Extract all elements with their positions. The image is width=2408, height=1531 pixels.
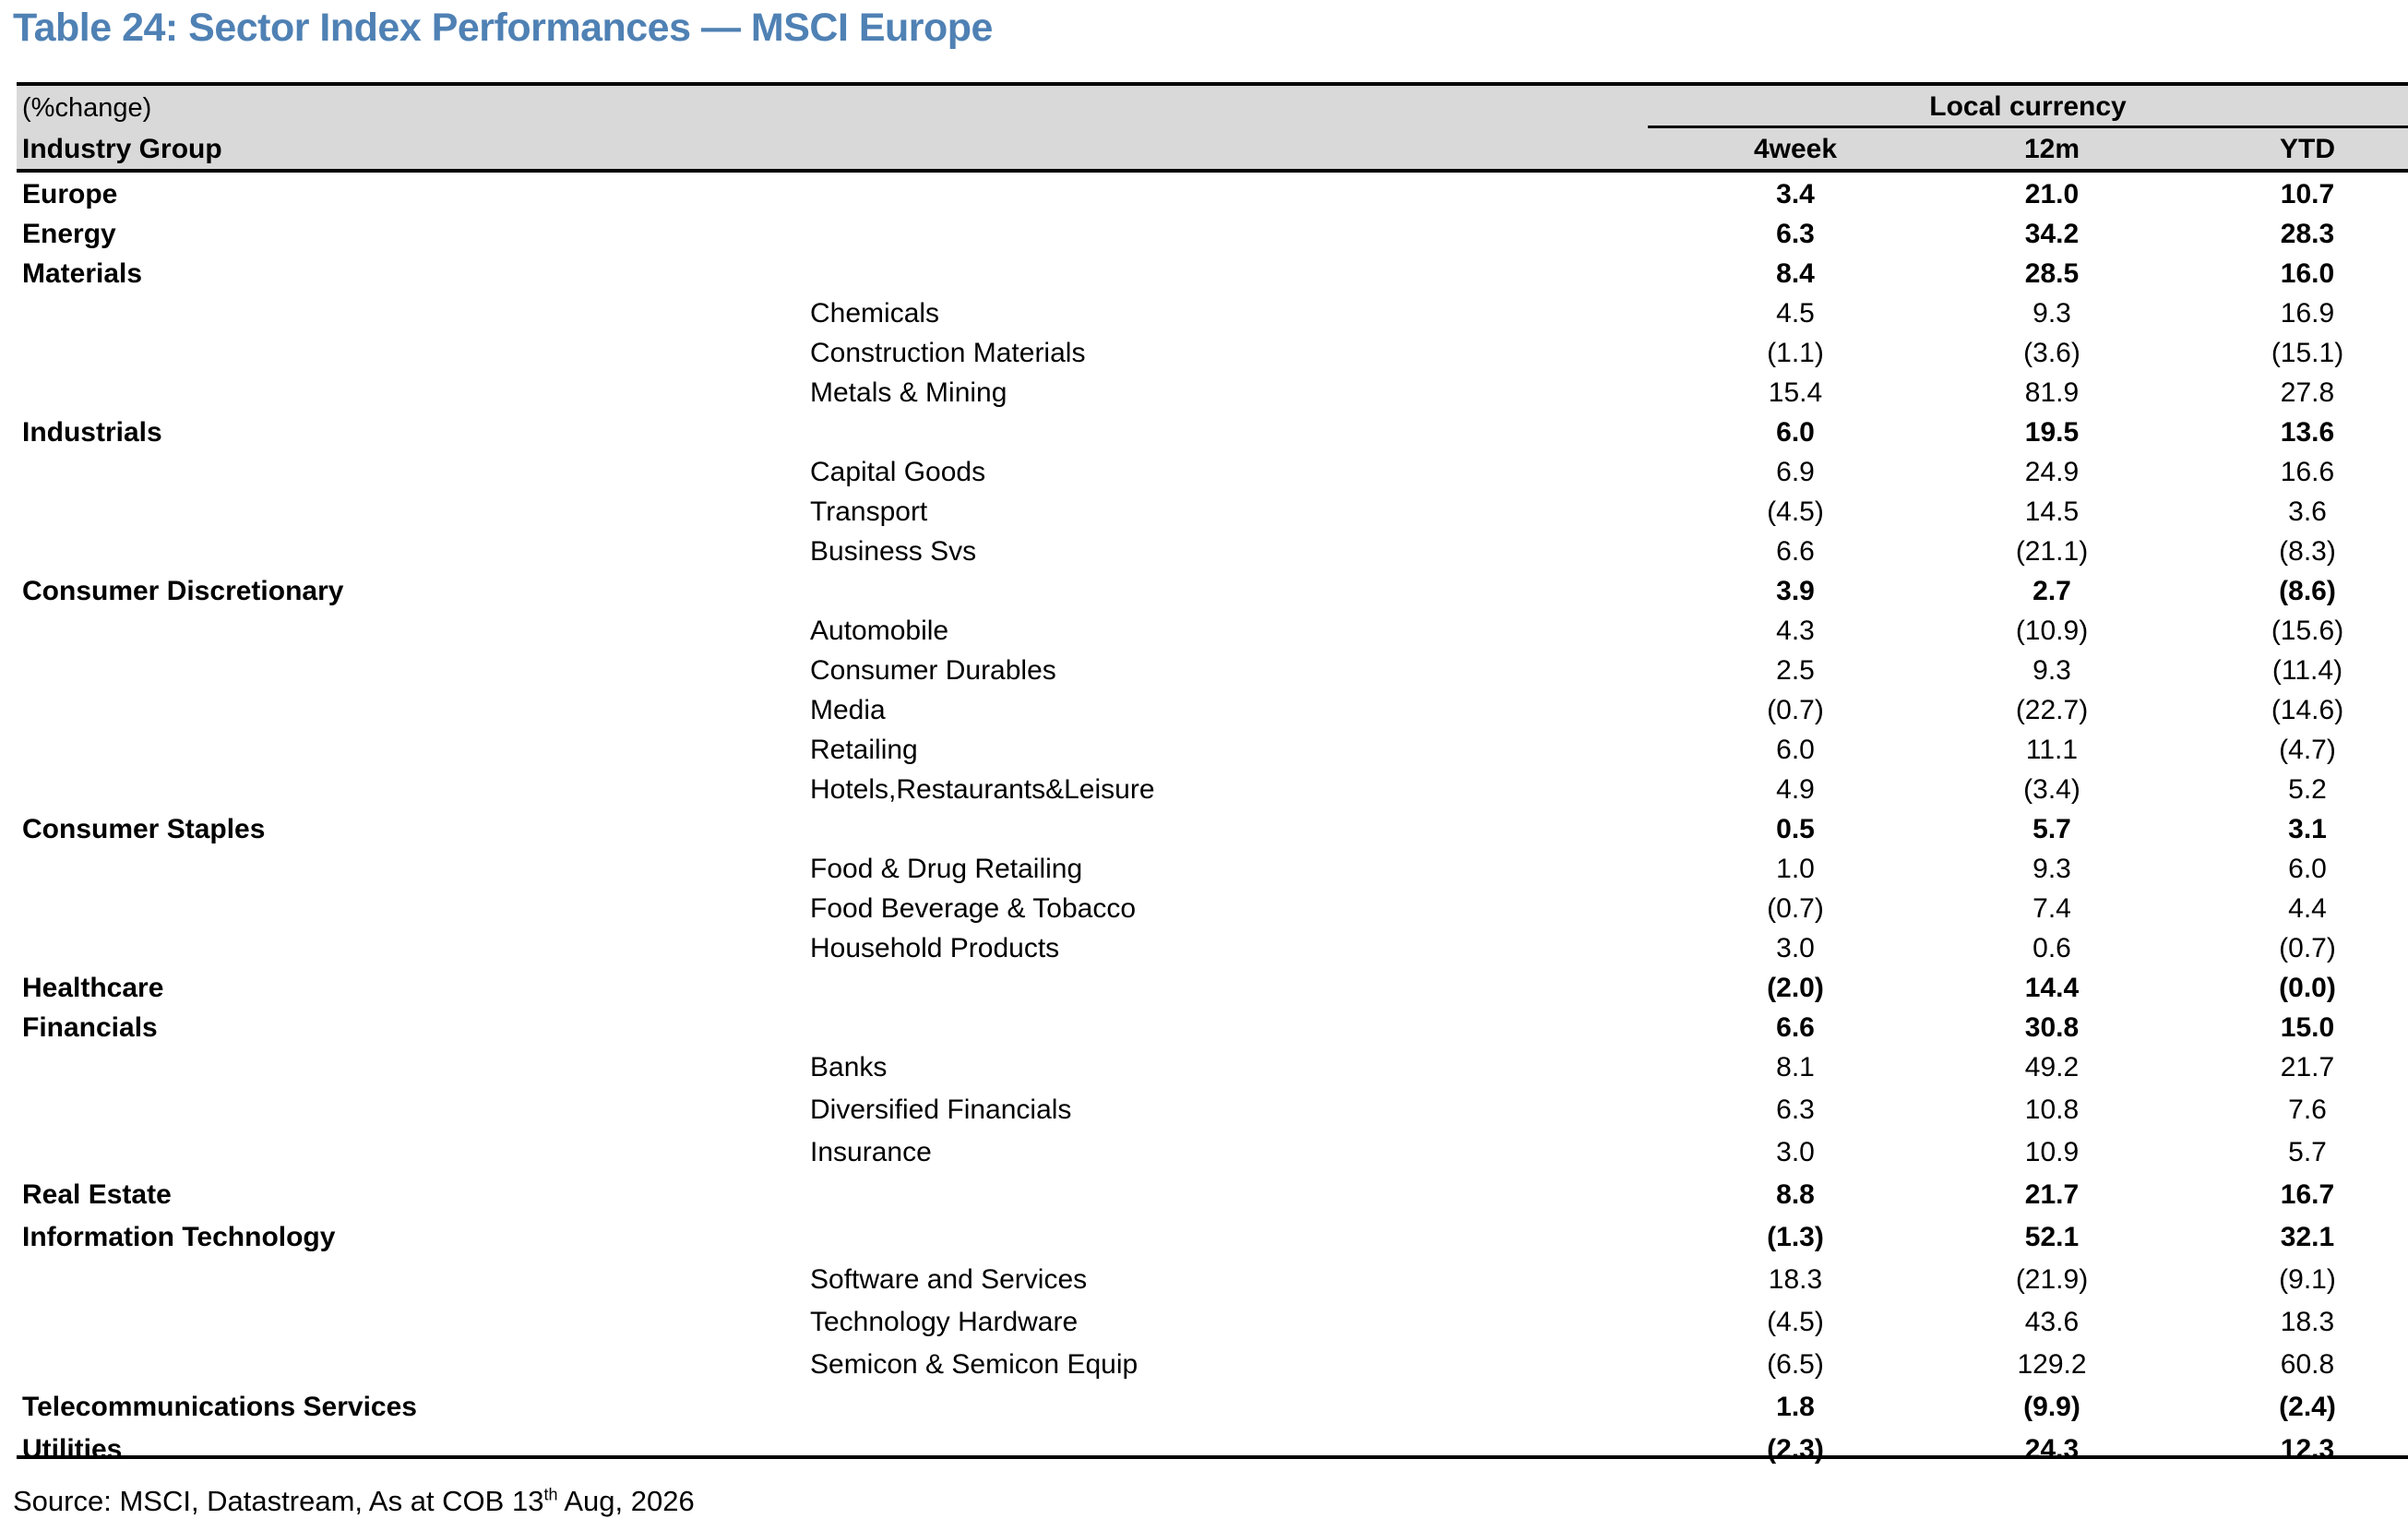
cell-12m: (3.4) bbox=[2023, 774, 2080, 805]
cell-4week: 6.3 bbox=[1776, 1094, 1815, 1125]
cell-ytd: 5.2 bbox=[2288, 774, 2327, 805]
row-label: Metals & Mining bbox=[810, 377, 1007, 408]
source-text: Source: MSCI, Datastream, As at COB 13 bbox=[13, 1485, 544, 1517]
row-label: Energy bbox=[22, 219, 116, 249]
table-row-group bbox=[17, 573, 2408, 610]
column-header-4week: 4week bbox=[1753, 134, 1838, 164]
unit-label: (%change) bbox=[22, 93, 152, 123]
table-row-subgroup bbox=[17, 692, 2408, 729]
cell-12m: 2.7 bbox=[2032, 576, 2071, 606]
cell-ytd: 28.3 bbox=[2280, 219, 2335, 249]
row-label: Household Products bbox=[810, 933, 1060, 963]
row-label: Consumer Durables bbox=[810, 655, 1056, 686]
cell-ytd: (14.6) bbox=[2271, 695, 2344, 725]
cell-ytd: 7.6 bbox=[2288, 1094, 2327, 1125]
row-label: Construction Materials bbox=[810, 338, 1086, 368]
cell-12m: (9.9) bbox=[2023, 1392, 2080, 1422]
table-row-group bbox=[17, 1389, 2408, 1426]
cell-4week: (0.7) bbox=[1767, 695, 1824, 725]
row-label: Consumer Staples bbox=[22, 814, 266, 844]
cell-4week: (1.1) bbox=[1767, 338, 1824, 368]
row-label: Technology Hardware bbox=[810, 1307, 1079, 1337]
table-row-group bbox=[17, 1010, 2408, 1047]
table-row-subgroup bbox=[17, 771, 2408, 808]
cell-ytd: 4.4 bbox=[2288, 893, 2327, 924]
table-row-subgroup bbox=[17, 533, 2408, 570]
source-note bbox=[13, 1485, 695, 1518]
cell-ytd: 3.6 bbox=[2288, 496, 2327, 527]
row-label: Real Estate bbox=[22, 1179, 172, 1210]
table-row-group bbox=[17, 256, 2408, 293]
row-label: Chemicals bbox=[810, 298, 940, 329]
cell-12m: 21.7 bbox=[2024, 1179, 2080, 1210]
cell-12m: 9.3 bbox=[2032, 655, 2071, 686]
cell-12m: 10.9 bbox=[2024, 1137, 2080, 1167]
cell-4week: 6.3 bbox=[1776, 219, 1815, 249]
cell-4week: 6.9 bbox=[1776, 457, 1815, 487]
row-label: Materials bbox=[22, 258, 143, 289]
cell-4week: 8.4 bbox=[1776, 258, 1815, 289]
industry-group-header: Industry Group bbox=[22, 134, 222, 164]
cell-12m: 0.6 bbox=[2032, 933, 2071, 963]
cell-4week: 6.6 bbox=[1776, 536, 1815, 567]
cell-ytd: 16.0 bbox=[2280, 258, 2335, 289]
sector-performance-table bbox=[17, 82, 2408, 1465]
cell-12m: 21.0 bbox=[2024, 179, 2080, 209]
cell-ytd: (9.1) bbox=[2279, 1264, 2336, 1295]
cell-12m: 24.3 bbox=[2024, 1434, 2080, 1465]
cell-4week: 6.6 bbox=[1776, 1012, 1815, 1043]
cell-ytd: 13.6 bbox=[2280, 417, 2335, 448]
row-label: Media bbox=[810, 695, 886, 725]
row-label: Financials bbox=[22, 1012, 158, 1043]
cell-4week: 6.0 bbox=[1776, 735, 1815, 765]
table-row-group bbox=[17, 811, 2408, 848]
row-label: Capital Goods bbox=[810, 457, 986, 487]
cell-12m: 52.1 bbox=[2024, 1222, 2080, 1252]
cell-4week: 4.9 bbox=[1776, 774, 1815, 805]
cell-ytd: 16.9 bbox=[2280, 298, 2335, 329]
row-label: Food & Drug Retailing bbox=[810, 854, 1083, 884]
column-header-12m: 12m bbox=[2023, 134, 2080, 164]
table-row-subgroup bbox=[17, 1134, 2408, 1171]
table-row-subgroup bbox=[17, 1049, 2408, 1086]
cell-4week: 8.8 bbox=[1776, 1179, 1815, 1210]
cell-12m: (3.6) bbox=[2023, 338, 2080, 368]
row-label: Food Beverage & Tobacco bbox=[810, 893, 1137, 924]
cell-ytd: 21.7 bbox=[2280, 1052, 2335, 1082]
cell-ytd: (15.6) bbox=[2271, 616, 2344, 646]
cell-4week: 0.5 bbox=[1776, 814, 1815, 844]
row-label: Transport bbox=[810, 496, 928, 527]
row-label: Retailing bbox=[810, 735, 918, 765]
table-row-group bbox=[17, 970, 2408, 1007]
row-label: Software and Services bbox=[810, 1264, 1088, 1295]
cell-4week: 15.4 bbox=[1768, 377, 1823, 408]
cell-12m: 9.3 bbox=[2032, 298, 2071, 329]
cell-ytd: 6.0 bbox=[2288, 854, 2327, 884]
cell-4week: (2.3) bbox=[1767, 1434, 1824, 1465]
cell-12m: 11.1 bbox=[2025, 735, 2079, 765]
cell-ytd: 5.7 bbox=[2288, 1137, 2327, 1167]
cell-12m: 9.3 bbox=[2032, 854, 2071, 884]
cell-ytd: (0.7) bbox=[2279, 933, 2336, 963]
table-row-subgroup bbox=[17, 1304, 2408, 1341]
row-label: Semicon & Semicon Equip bbox=[810, 1349, 1138, 1380]
table-row-subgroup bbox=[17, 494, 2408, 531]
table-row-subgroup bbox=[17, 851, 2408, 888]
table-row-group bbox=[17, 1431, 2408, 1468]
cell-ytd: (11.4) bbox=[2271, 655, 2343, 686]
table-title: Table 24: Sector Index Performances — MSCI Europe bbox=[13, 6, 993, 50]
cell-4week: 18.3 bbox=[1768, 1264, 1823, 1295]
row-label: Utilities bbox=[22, 1434, 123, 1465]
cell-12m: 43.6 bbox=[2024, 1307, 2080, 1337]
cell-4week: 4.5 bbox=[1776, 298, 1815, 329]
column-header-ytd: YTD bbox=[2280, 134, 2335, 164]
cell-4week: 8.1 bbox=[1776, 1052, 1815, 1082]
cell-4week: 3.9 bbox=[1776, 576, 1815, 606]
cell-ytd: 60.8 bbox=[2280, 1349, 2335, 1380]
source-date-suffix: Aug, 2026 bbox=[557, 1485, 695, 1517]
cell-12m: 49.2 bbox=[2024, 1052, 2080, 1082]
table-bottom-rule bbox=[17, 1455, 2408, 1459]
cell-ytd: (8.6) bbox=[2279, 576, 2336, 606]
table-row-subgroup bbox=[17, 891, 2408, 927]
table-row-subgroup bbox=[17, 1262, 2408, 1298]
table-row-subgroup bbox=[17, 295, 2408, 332]
table-row-subgroup bbox=[17, 930, 2408, 967]
cell-4week: (4.5) bbox=[1767, 496, 1824, 527]
cell-12m: 5.7 bbox=[2032, 814, 2071, 844]
row-label: Europe bbox=[22, 179, 118, 209]
table-row-group bbox=[17, 216, 2408, 253]
cell-ytd: 18.3 bbox=[2280, 1307, 2335, 1337]
table-row-group bbox=[17, 1219, 2408, 1256]
cell-ytd: 15.0 bbox=[2280, 1012, 2335, 1043]
table-row-group bbox=[17, 176, 2408, 213]
cell-ytd: 16.6 bbox=[2280, 457, 2335, 487]
row-label: Insurance bbox=[810, 1137, 932, 1167]
cell-ytd: (2.4) bbox=[2279, 1392, 2336, 1422]
cell-4week: (6.5) bbox=[1767, 1349, 1824, 1380]
cell-12m: 24.9 bbox=[2024, 457, 2080, 487]
cell-12m: (21.9) bbox=[2015, 1264, 2089, 1295]
cell-ytd: 32.1 bbox=[2280, 1222, 2335, 1252]
cell-12m: (21.1) bbox=[2015, 536, 2089, 567]
cell-12m: 14.5 bbox=[2024, 496, 2080, 527]
table-row-group bbox=[17, 414, 2408, 451]
cell-4week: (4.5) bbox=[1767, 1307, 1824, 1337]
table-row-subgroup bbox=[17, 613, 2408, 650]
row-label: Banks bbox=[810, 1052, 888, 1082]
row-label: Telecommunications Services bbox=[22, 1392, 417, 1422]
cell-4week: (1.3) bbox=[1767, 1222, 1824, 1252]
source-superscript: th bbox=[543, 1485, 558, 1504]
cell-12m: 81.9 bbox=[2024, 377, 2080, 408]
table-header bbox=[17, 82, 2408, 173]
cell-12m: 28.5 bbox=[2024, 258, 2080, 289]
cell-ytd: (15.1) bbox=[2271, 338, 2344, 368]
row-label: Hotels,Restaurants&Leisure bbox=[810, 774, 1155, 805]
cell-ytd: (8.3) bbox=[2279, 536, 2336, 567]
cell-ytd: 12.3 bbox=[2280, 1434, 2335, 1465]
table-row-subgroup bbox=[17, 454, 2408, 491]
cell-ytd: (0.0) bbox=[2279, 973, 2336, 1003]
cell-ytd: 3.1 bbox=[2288, 814, 2327, 844]
row-label: Consumer Discretionary bbox=[22, 576, 344, 606]
cell-4week: 1.8 bbox=[1776, 1392, 1815, 1422]
local-currency-header: Local currency bbox=[1929, 91, 2127, 122]
cell-ytd: 16.7 bbox=[2280, 1179, 2335, 1210]
table-row-subgroup bbox=[17, 732, 2408, 769]
table-row-subgroup bbox=[17, 652, 2408, 689]
cell-ytd: (4.7) bbox=[2279, 735, 2336, 765]
row-label: Healthcare bbox=[22, 973, 164, 1003]
cell-4week: (0.7) bbox=[1767, 893, 1824, 924]
table-row-group bbox=[17, 1177, 2408, 1214]
cell-12m: (10.9) bbox=[2015, 616, 2089, 646]
row-label: Diversified Financials bbox=[810, 1094, 1072, 1125]
cell-12m: 10.8 bbox=[2024, 1094, 2080, 1125]
row-label: Business Svs bbox=[810, 536, 977, 567]
local-currency-divider bbox=[1648, 126, 2408, 128]
table-row-subgroup bbox=[17, 375, 2408, 412]
cell-ytd: 10.7 bbox=[2280, 179, 2335, 209]
cell-4week: 4.3 bbox=[1776, 616, 1815, 646]
row-label: Information Technology bbox=[22, 1222, 336, 1252]
cell-12m: 19.5 bbox=[2024, 417, 2080, 448]
cell-4week: 3.0 bbox=[1776, 933, 1815, 963]
cell-4week: 6.0 bbox=[1776, 417, 1815, 448]
cell-4week: 2.5 bbox=[1776, 655, 1815, 686]
cell-12m: 7.4 bbox=[2032, 893, 2071, 924]
cell-4week: 1.0 bbox=[1776, 854, 1815, 884]
cell-4week: (2.0) bbox=[1767, 973, 1824, 1003]
table-row-subgroup bbox=[17, 1346, 2408, 1383]
row-label: Industrials bbox=[22, 417, 162, 448]
table-row-subgroup bbox=[17, 335, 2408, 372]
cell-12m: 14.4 bbox=[2024, 973, 2080, 1003]
cell-ytd: 27.8 bbox=[2280, 377, 2335, 408]
row-label: Automobile bbox=[810, 616, 949, 646]
cell-12m: 30.8 bbox=[2024, 1012, 2080, 1043]
table-row-subgroup bbox=[17, 1092, 2408, 1129]
cell-12m: 34.2 bbox=[2024, 219, 2080, 249]
cell-12m: 129.2 bbox=[2017, 1349, 2087, 1380]
cell-4week: 3.4 bbox=[1776, 179, 1815, 209]
cell-4week: 3.0 bbox=[1776, 1137, 1815, 1167]
cell-12m: (22.7) bbox=[2015, 695, 2089, 725]
